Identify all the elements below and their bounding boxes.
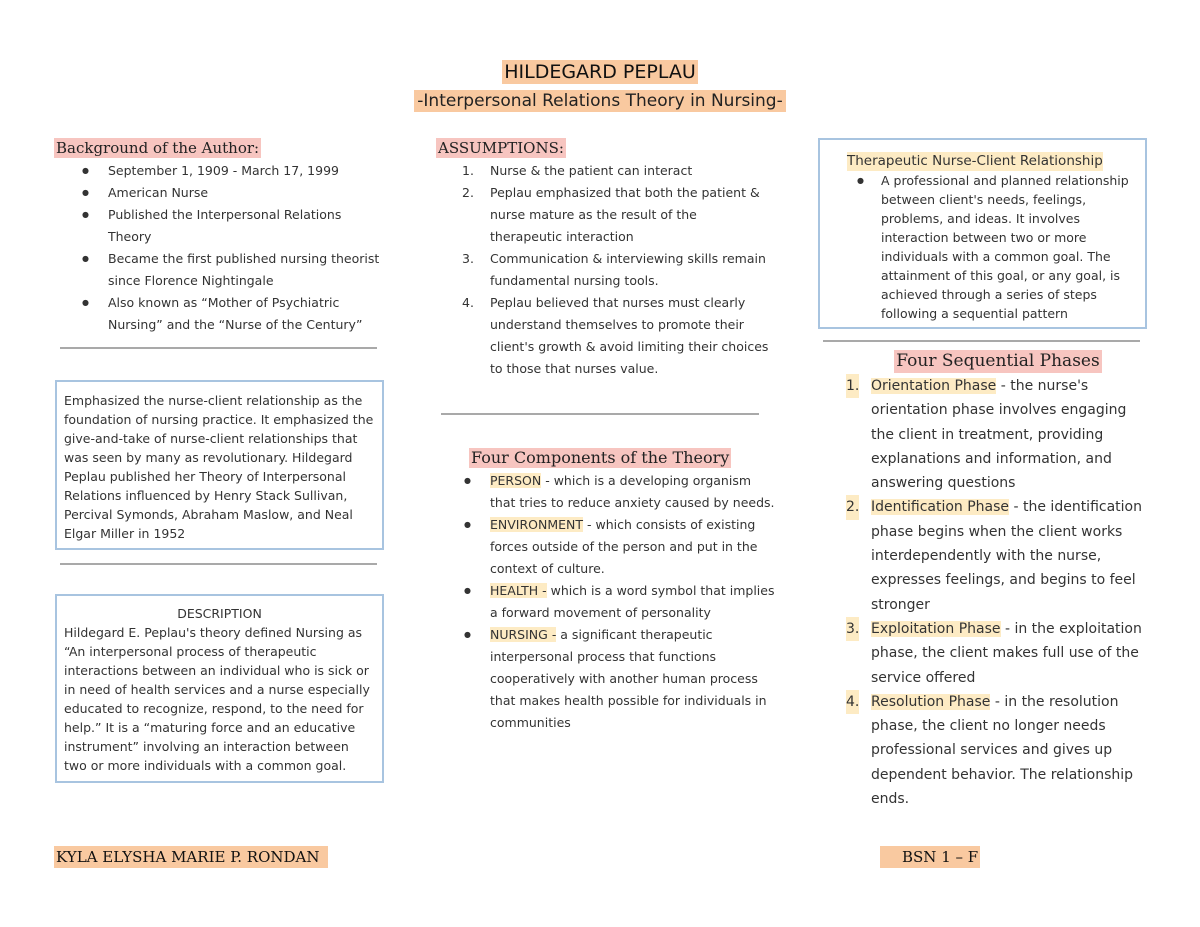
phase-term: Orientation Phase (871, 378, 997, 394)
component-term: PERSON (490, 473, 542, 488)
phases-heading-wrap (843, 350, 1143, 373)
assumption-item: 2. Peplau emphasized that both the patient & nurse mature as the result of the therapeutic interaction (462, 185, 760, 244)
assumptions-list (436, 160, 772, 380)
emphasis-text: Emphasized the nurse-client relationship as the foundation of nursing practice. It emphasized the give-and-take of nurse-client relationships that was seen by many as revolutionary. Hildegard Peplau published her Theory of Interpersonal Relations influenced by Henry Stack Sullivan, Percival Symonds, Abraham Maslow, and Neal Elgar Miller in 1952 (64, 393, 374, 541)
phase-term: Identification Phase (871, 499, 1010, 516)
component-term: HEALTH - (490, 583, 547, 598)
title-wrap (0, 60, 1200, 84)
component-item: ● PERSON - which is a developing organism that tries to reduce anxiety caused by needs. (436, 470, 775, 514)
component-term: ENVIRONMENT (490, 517, 584, 532)
phase-term: Resolution Phase (871, 693, 991, 710)
footer-section: BSN 1 – F (880, 846, 980, 868)
assumptions-heading: ASSUMPTIONS: (438, 139, 564, 157)
description-box (55, 594, 384, 783)
page-subtitle: -Interpersonal Relations Theory in Nursing- (414, 90, 785, 112)
components-heading: Four Components of the Theory (471, 448, 730, 467)
page-title: HILDEGARD PEPLAU (504, 61, 696, 83)
background-item: ● Published the Interpersonal Relations Theory (54, 204, 384, 248)
background-item: ● American Nurse (54, 182, 384, 204)
phase-item: 2. Identification Phase - the identification phase begins when the client works interdependently with the nurse, expresses feelings, and begins to feel stronger (843, 495, 1143, 616)
component-item: ● HEALTH - which is a word symbol that implies a forward movement of personality (436, 580, 775, 624)
background-heading: Background of the Author: (56, 139, 260, 157)
phase-item: 3. Exploitation Phase - in the exploitation phase, the client makes full use of the service offered (843, 617, 1143, 690)
component-term: NURSING - (490, 627, 557, 642)
background-item: ● Also known as “Mother of Psychiatric Nursing” and the “Nurse of the Century” (54, 292, 384, 336)
assumption-item: 3. Communication & interviewing skills remain fundamental nursing tools. (462, 251, 766, 288)
therapeutic-box (818, 138, 1147, 329)
phases-heading: Four Sequential Phases (896, 351, 1100, 371)
subtitle-wrap (0, 90, 1200, 112)
description-heading: DESCRIPTION (177, 606, 262, 621)
components-list (436, 470, 775, 734)
component-item: ● NURSING - a significant therapeutic interpersonal process that functions cooperatively with another human process that makes health possible for individuals in communities (436, 624, 775, 734)
divider-middle (441, 413, 759, 415)
background-item: ● Became the first published nursing theorist since Florence Nightingale (54, 248, 384, 292)
component-item: ● ENVIRONMENT - which consists of existing forces outside of the person and put in the context of culture. (436, 514, 775, 580)
therapeutic-heading: Therapeutic Nurse-Client Relationship (847, 153, 1103, 169)
therapeutic-list (829, 171, 1135, 323)
divider-left-2 (60, 563, 377, 565)
background-item: ● September 1, 1909 - March 17, 1999 (54, 160, 384, 182)
divider-left-1 (60, 347, 377, 349)
phases-list (843, 374, 1143, 811)
therapeutic-item: ● A professional and planned relationship between client's needs, feelings, problems, and ideas. It involves interaction between two or more individuals with a common goal. The attainment of this goal, or any goal, is achieved through a series of steps following a sequential pattern (829, 171, 1135, 323)
components-section (469, 448, 775, 734)
assumption-item: 4. Peplau believed that nurses must clearly understand themselves to promote their client's growth & avoid limiting their choices to those that nurses value. (462, 295, 769, 376)
phase-item: 4. Resolution Phase - in the resolution phase, the client no longer needs professional services and gives up dependent behavior. The relationship ends. (843, 690, 1143, 811)
emphasis-box (55, 380, 384, 550)
phases-section (843, 350, 1143, 811)
footer-author: KYLA ELYSHA MARIE P. RONDAN (54, 846, 328, 868)
description-text: Hildegard E. Peplau's theory defined Nursing as “An interpersonal process of therapeutic interactions between an individual who is sick or in need of health services and a nurse especially educated to recognize, respond, to the need for help.” It is a “maturing force and an educative instrument” involving an interaction between two or more individuals with a common goal. (64, 625, 370, 773)
background-list (54, 160, 384, 336)
assumptions-section (436, 138, 772, 380)
divider-right (823, 340, 1140, 342)
phase-item: 1. Orientation Phase - the nurse's orientation phase involves engaging the client in treatment, providing explanations and information, and answering questions (843, 374, 1143, 495)
phase-term: Exploitation Phase (871, 620, 1001, 637)
assumption-item: 1. Nurse & the patient can interact (462, 163, 693, 178)
background-section (54, 138, 384, 336)
